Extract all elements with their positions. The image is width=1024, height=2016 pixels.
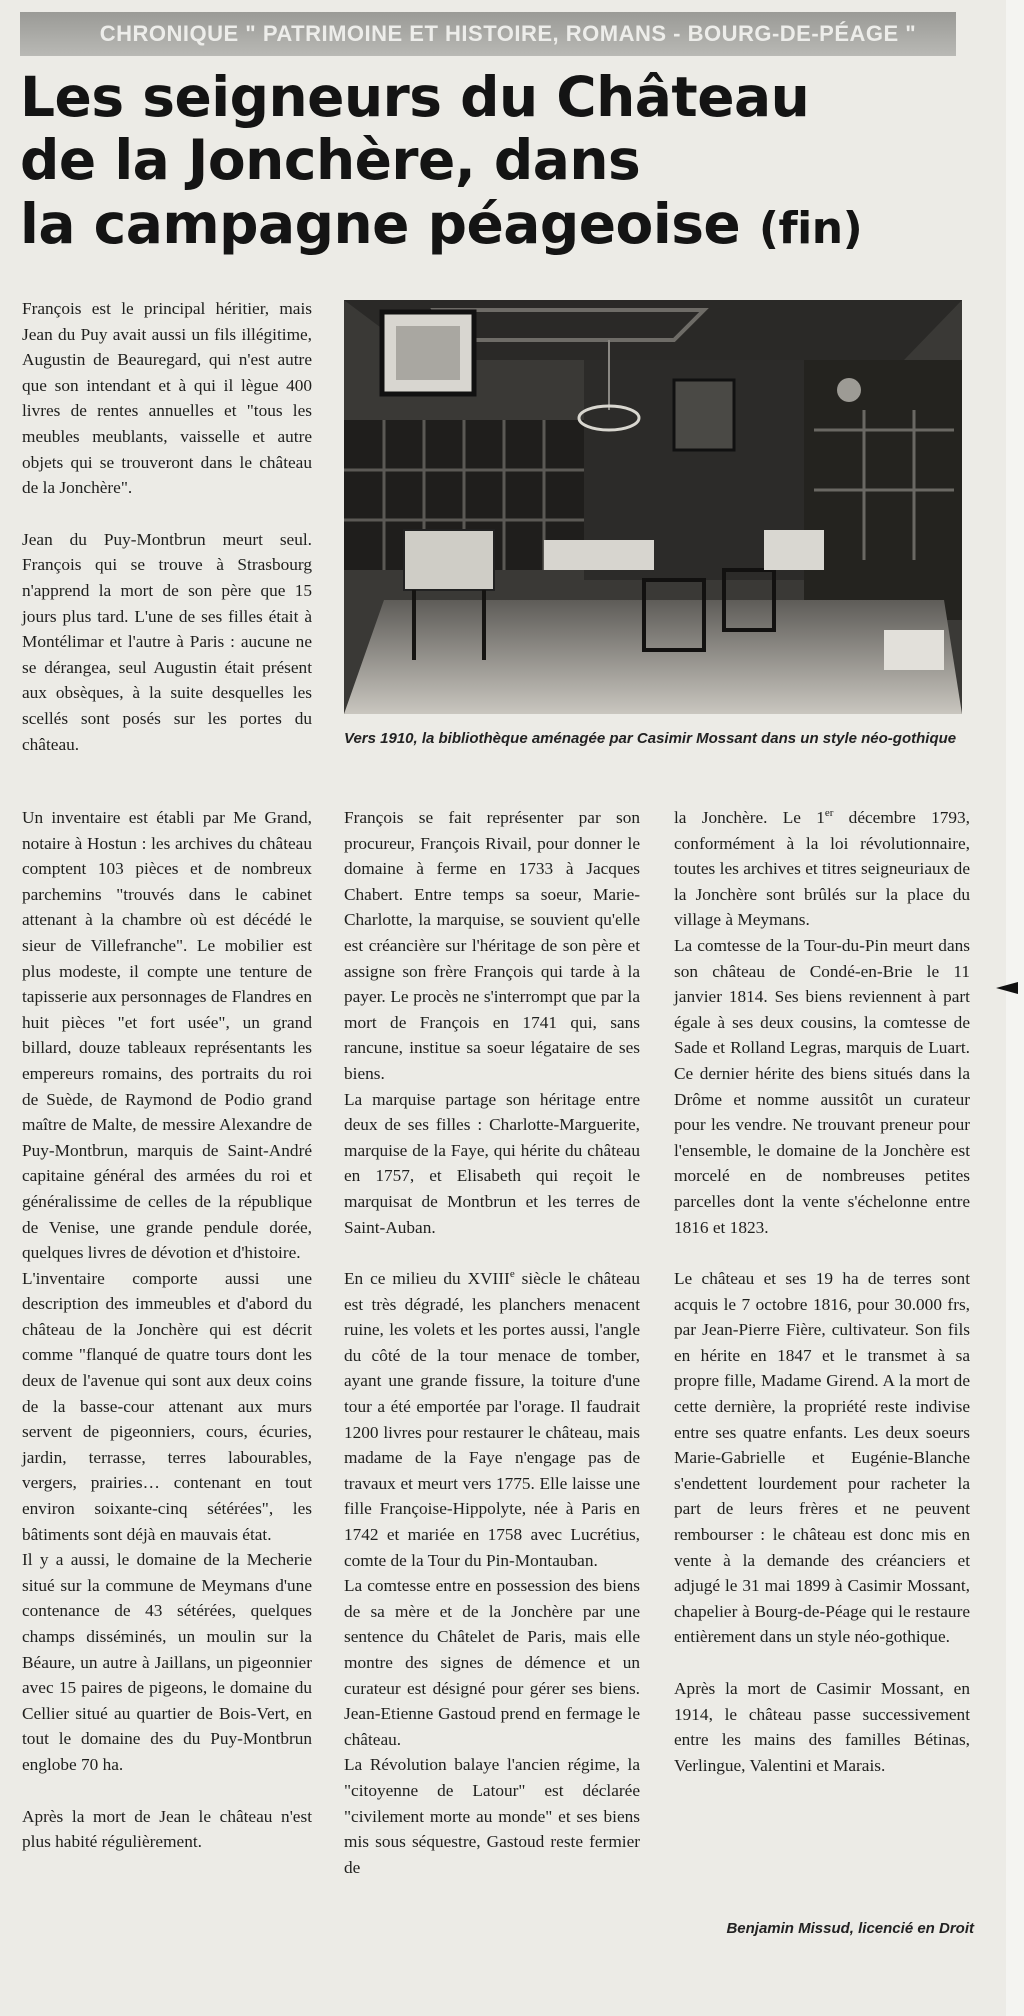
author-signature: Benjamin Missud, licencié en Droit	[726, 1920, 974, 1937]
paragraph-11: La Révolution balaye l'ancien régime, la "citoyenne de Latour" est déclarée "civilement morte au monde" et ses biens mis sous séquestre, Gastoud reste fermier de	[344, 1755, 640, 1877]
headline	[20, 66, 980, 256]
paragraph-15: Après la mort de Casimir Mossant, en 1914, le château passe successivement entre les mains des familles Bétinas, Verlingue, Valentini et Marais.	[674, 1679, 970, 1775]
paragraph-4: L'inventaire comporte aussi une description des immeubles et d'abord du château de la Jonchère qui est décrit comme "flanqué de quatre tours dont les deux de l'avenue qui sont aux deux coins de la basse-cour attenant aux murs servent de pigeonniers, cours, écuries, jardin, terrasse, terres labourables, vergers, prairies… contenant en tout environ soixante-cinq sétérées", les bâtiments sont déjà en mauvais état.	[22, 1268, 312, 1544]
paragraph-12	[674, 805, 970, 933]
headline-line-1: Les seigneurs du Château	[20, 65, 810, 129]
headline-line-3-text: la campagne péageoise	[20, 191, 741, 256]
headline-suffix: (fin)	[758, 202, 863, 254]
paragraph-6: Après la mort de Jean le château n'est plus habité régulièrement.	[22, 1806, 312, 1852]
paragraph-13: La comtesse de la Tour-du-Pin meurt dans son château de Condé-en-Brie le 11 janvier 1814. Ses biens reviennent à part égale à ses deux cousins, la comtesse de Sade et Rolland Legras, marquis de Luart. Ce dernier hérite des biens situés dans la Drôme et nomme aussitôt un curateur pour les vendre. Ne trouvant preneur pour l'ensemble, le domaine de la Jonchère est morcelé en de nombreuses petites parcelles dont la vente s'échelonne entre 1816 et 1823.	[674, 935, 970, 1237]
superscript-er: er	[824, 807, 834, 820]
paragraph-10: La comtesse entre en possession des biens de sa mère et de la Jonchère par une sentence du Châtelet de Paris, mais elle montre des signes de démence et un curateur est désigné pour gérer ses biens. Jean-Etienne Gastoud prend en fermage le château.	[344, 1576, 640, 1749]
paragraph-9	[344, 1266, 640, 1573]
library-photo-icon	[344, 300, 962, 714]
margin-mark-icon	[996, 982, 1018, 994]
column-2	[344, 805, 640, 1880]
paragraph-12-start: la Jonchère. Le 1	[674, 808, 825, 827]
column-3	[674, 805, 970, 1778]
superscript-e: e	[509, 1268, 515, 1281]
paragraph-2: Jean du Puy-Montbrun meurt seul. François qui se trouve à Strasbourg n'apprend la mort de son père que 15 jours plus tard. L'une de ses filles était à Montélimar et l'autre à Paris : aucune ne se dérangea, seul Augustin était présent aux obsèques, à la suite desquelles les scellés sont posés sur les portes du château.	[22, 529, 312, 754]
headline-line-2: de la Jonchère, dans	[20, 128, 641, 193]
paragraph-9-start: En ce milieu du XVIII	[344, 1269, 510, 1289]
column-1	[22, 805, 312, 1855]
photo-caption: Vers 1910, la bibliothèque aménagée par Casimir Mossant dans un style néo-gothique	[344, 730, 957, 747]
paragraph-9-rest: siècle le château est très dégradé, les planchers menacent ruine, les volets et les portes aussi, l'angle du côté de la tour menace de tomber, ayant une grande fissure, la toiture d'une tour a été emportée par l'orage. Il faudrait 1200 livres pour restaurer le château, mais madame de la Faye n'engage pas de travaux et meurt vers 1775. Elle laisse une fille Françoise-Hippolyte, née à Paris en 1742 et mariée en 1758 avec Lucrétius, comte de la Tour du Pin-Montauban.	[344, 1269, 640, 1570]
paragraph-1: François est le principal héritier, mais Jean du Puy avait aussi un fils illégitime, Augustin de Beauregard, qui n'est autre que son intendant et à qui il lègue 400 livres de rentes annuelles et "tous les meubles meublants, vaisselle et autre objets qui se trouveront dans le château de la Jonchère".	[22, 299, 312, 498]
section-banner: CHRONIQUE " PATRIMOINE ET HISTOIRE, ROMANS - BOURG-DE-PÉAGE "	[20, 12, 956, 56]
library-photo	[344, 300, 962, 714]
headline-line-3	[20, 193, 980, 256]
paragraph-14: Le château et ses 19 ha de terres sont acquis le 7 octobre 1816, pour 30.000 frs, par Jean-Pierre Fière, cultivateur. Son fils en hérite en 1847 et le transmet à sa propre fille, Madame Girend. A la mort de cette dernière, la propriété reste indivise entre ses quatre enfants. Les deux soeurs Marie-Gabrielle et Eugénie-Blanche s'endettent lourdement pour racheter la part de leurs frères et ne peuvent rembourser : le château est donc mis en vente à la demande des créanciers et adjugé le 31 mai 1899 à Casimir Mossant, chapelier à Bourg-de-Péage qui le restaure entièrement dans un style néo-gothique.	[674, 1269, 970, 1647]
paragraph-5: Il y a aussi, le domaine de la Mecherie situé sur la commune de Meymans d'une contenance de 43 sétérées, quelques champs disséminés, un moulin sur la Béaure, un autre à Jaillans, un pigeonnier avec 15 paires de pigeons, le domaine du Cellier situé au quartier de Bois-Vert, en tout le domaine des du Puy-Montbrun englobe 70 ha.	[22, 1550, 312, 1774]
column-1-top	[22, 296, 312, 757]
page-edge	[1006, 0, 1024, 2016]
paragraph-7: François se fait représenter par son procureur, François Rivail, pour donner le domaine à ferme en 1733 à Jacques Chabert. Entre temps sa soeur, Marie-Charlotte, la marquise, se souvient qu'elle est créancière sur l'héritage de son père et assigne son frère François qui tarde à la payer. Le procès ne s'interrompt que par la mort de François en 1741 qui, sans rancune, institue sa soeur légataire de ses biens.	[344, 808, 640, 1083]
paragraph-8: La marquise partage son héritage entre deux de ses filles : Charlotte-Marguerite, marquise de la Faye, qui hérite du château en 1757, et Elisabeth qui reçoit le marquisat de Montbrun et les terres de Saint-Auban.	[344, 1089, 640, 1237]
paragraph-3: Un inventaire est établi par Me Grand, notaire à Hostun : les archives du château comptent 103 pièces et de nombreux parchemins "trouvés dans le cabinet attenant à la chambre où est décédé le sieur de Villefranche". Le mobilier est plus modeste, il compte une tenture de tapisserie aux personnages de Flandres en huit pièces "et fort usée", un grand billard, douze tableaux représentants les empereurs romains, des portraits du roi de Suède, de Raymond de Podio grand maître de Malte, de messire Alexandre de Puy-Montbrun, marquis de Saint-André capitaine général des armées du roi et généralissime de celles de la république de Venise, une grande pendule dorée, quelques livres de dévotion et d'histoire.	[22, 808, 312, 1263]
paragraph-12-rest: décembre 1793, conformément à la loi révolutionnaire, toutes les archives et titres seigneuriaux de la Jonchère sont brûlés sur la place du village à Meymans.	[674, 808, 970, 930]
